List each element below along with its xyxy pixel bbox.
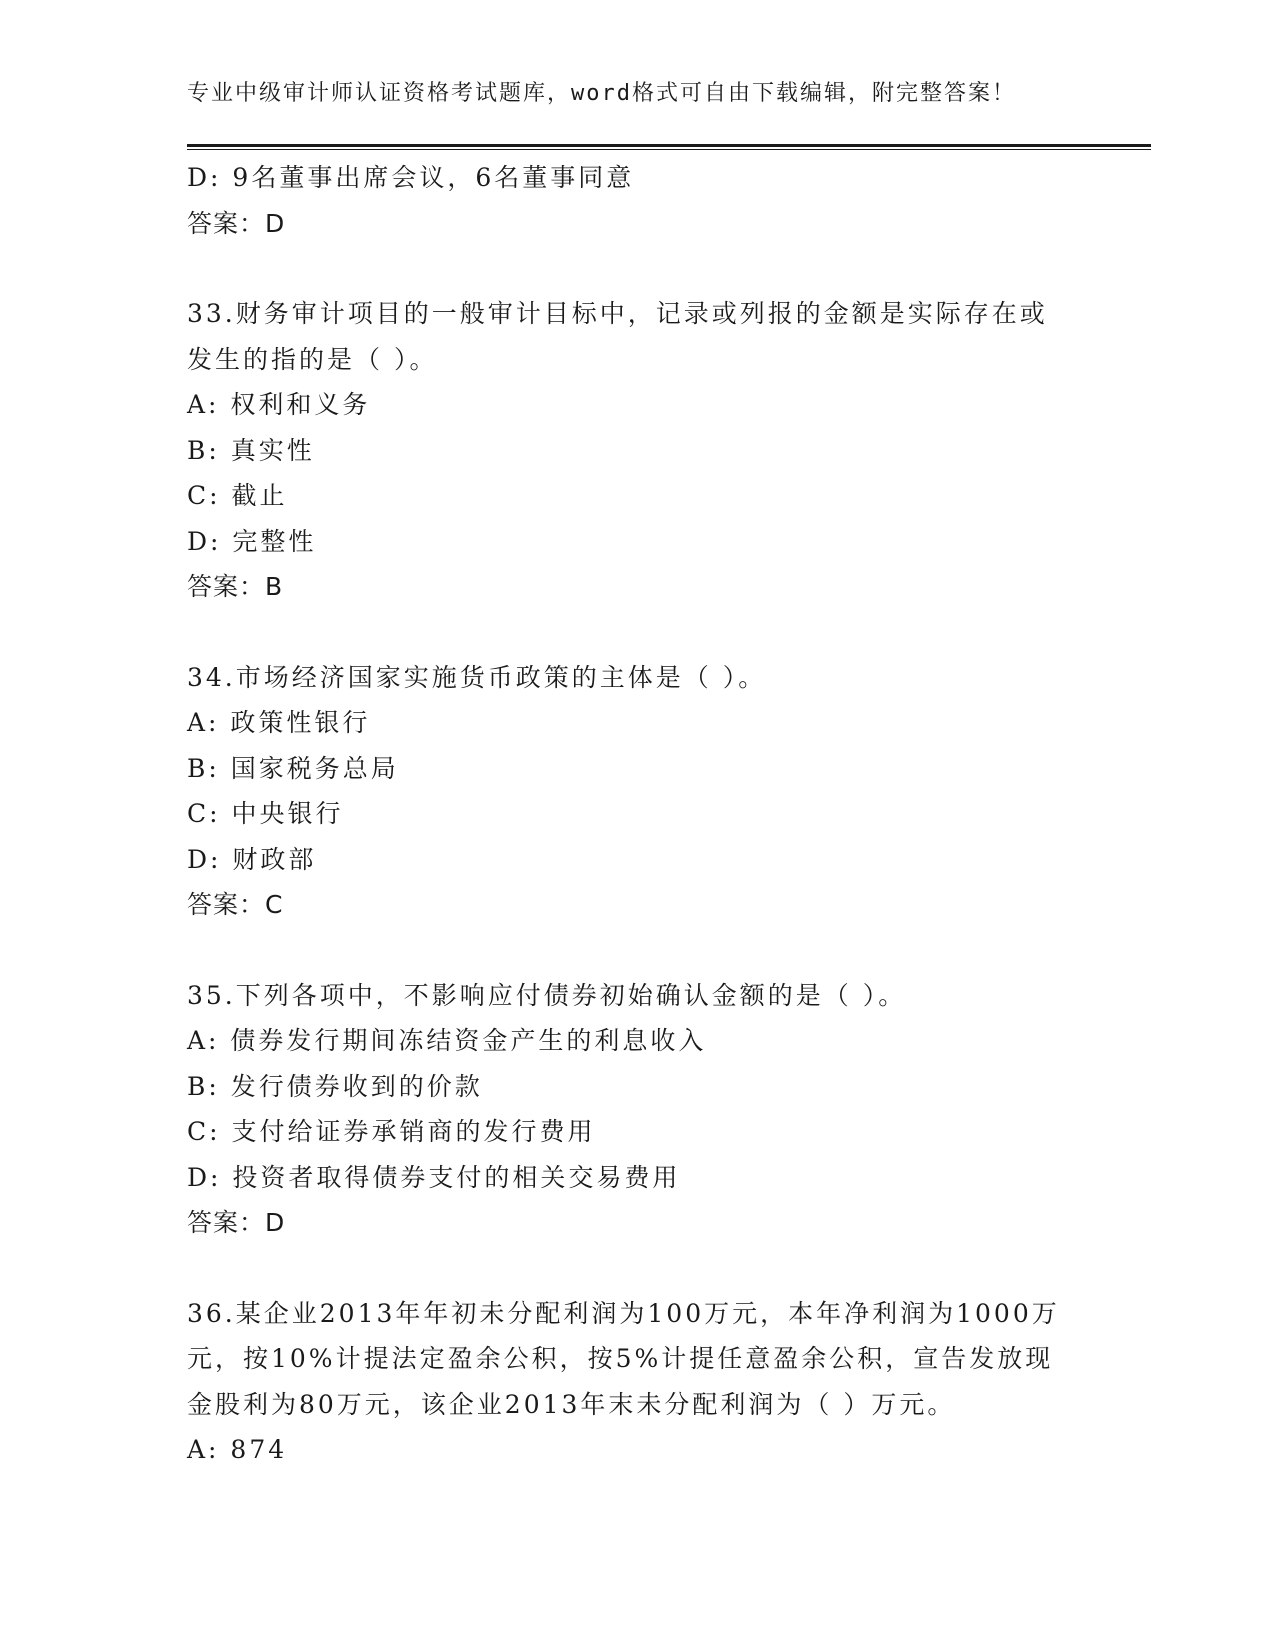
option-a: A: 政策性银行 <box>187 708 371 737</box>
option-b: B: 真实性 <box>187 435 315 465</box>
question-35 <box>187 973 1087 1246</box>
carry-over-answer: 答案：D <box>187 208 286 238</box>
content <box>187 155 1087 1473</box>
option-c: C: 中央银行 <box>187 799 344 828</box>
option-c: C: 支付给证券承销商的发行费用 <box>187 1117 596 1146</box>
answer: 答案：C <box>187 890 284 919</box>
page-header: 专业中级审计师认证资格考试题库，word格式可自由下载编辑，附完整答案！ <box>187 81 1016 106</box>
option-b: B: 发行债券收到的价款 <box>187 1071 483 1101</box>
question-stem-line: 34.市场经济国家实施货币政策的主体是（ ）。 <box>187 662 767 692</box>
spacer <box>187 928 1087 973</box>
spacer <box>187 1246 1087 1291</box>
question-stem-line: 发生的指的是（ ）。 <box>187 344 438 374</box>
spacer <box>187 246 1087 291</box>
option-d: D: 投资者取得债券支付的相关交易费用 <box>187 1162 681 1192</box>
option-a: A: 874 <box>187 1435 288 1464</box>
option-a: A: 债券发行期间冻结资金产生的利息收入 <box>187 1026 707 1055</box>
option-a: A: 权利和义务 <box>187 390 371 419</box>
spacer <box>187 610 1087 655</box>
option-c: C: 截止 <box>187 481 288 510</box>
carry-over-option-d: D: 9名董事出席会议，6名董事同意 <box>187 163 635 192</box>
question-36 <box>187 1291 1087 1473</box>
option-d: D: 财政部 <box>187 844 317 874</box>
question-stem-line: 金股利为80万元，该企业2013年末未分配利润为（ ）万元。 <box>187 1389 956 1419</box>
option-d: D: 完整性 <box>187 526 317 556</box>
header-rule-thin <box>187 149 1151 150</box>
header-rule-thick <box>187 144 1151 147</box>
question-34 <box>187 655 1087 928</box>
question-33 <box>187 291 1087 610</box>
option-b: B: 国家税务总局 <box>187 753 399 783</box>
question-stem-line: 36.某企业2013年年初未分配利润为100万元，本年净利润为1000万 <box>187 1298 1060 1328</box>
answer: 答案：B <box>187 572 284 601</box>
question-stem-line: 元，按10%计提法定盈余公积，按5%计提任意盈余公积，宣告发放现 <box>187 1344 1054 1373</box>
question-stem-line: 35.下列各项中，不影响应付债券初始确认金额的是（ ）。 <box>187 980 907 1010</box>
question-stem-line: 33.财务审计项目的一般审计目标中，记录或列报的金额是实际存在或 <box>187 299 1048 328</box>
answer: 答案：D <box>187 1208 286 1237</box>
